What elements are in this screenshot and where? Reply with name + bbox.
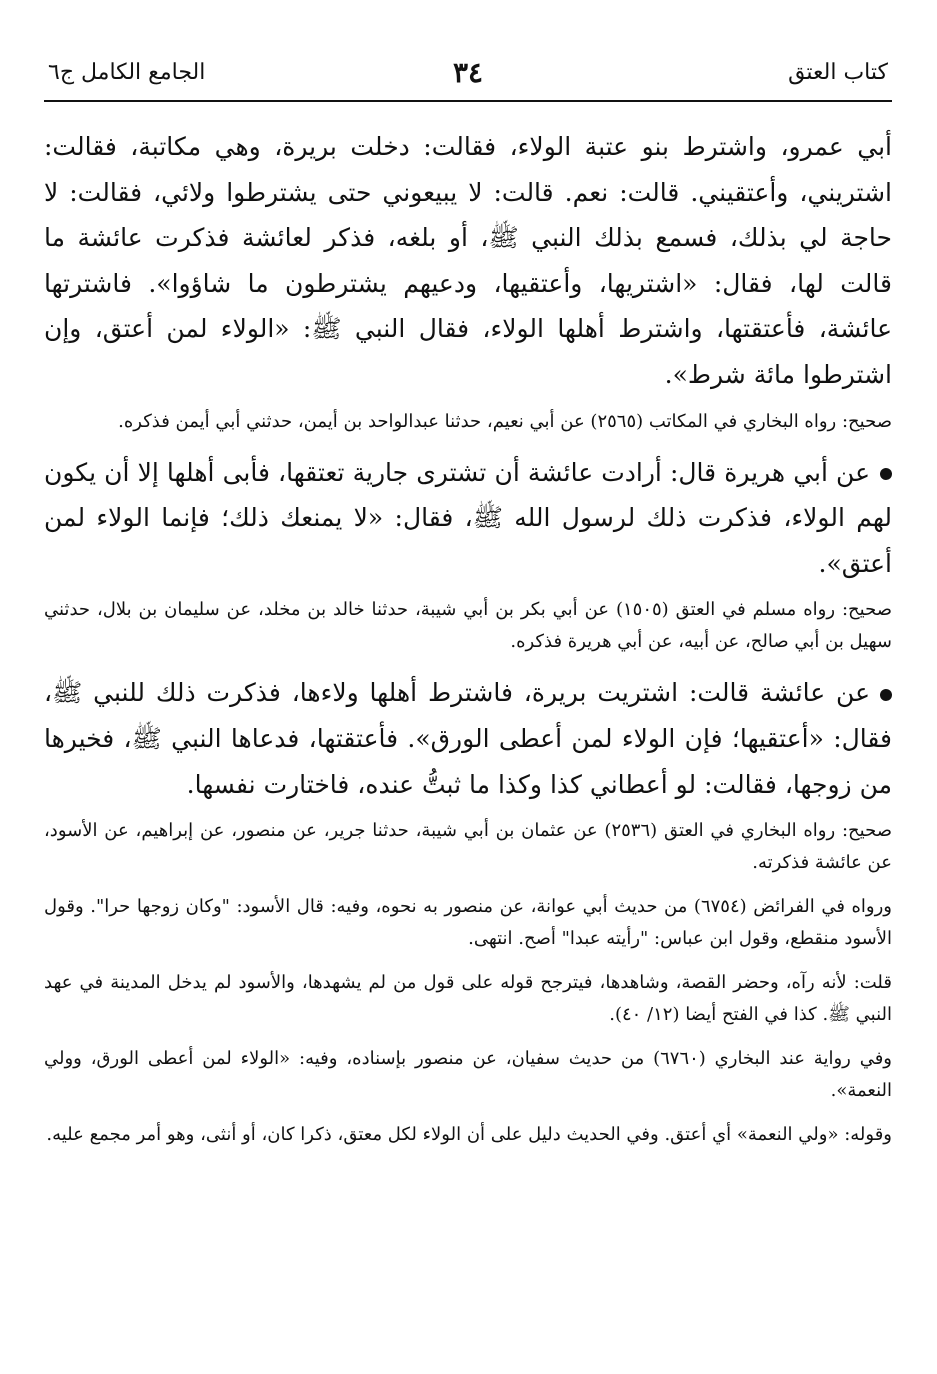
takhrij-note	[44, 406, 892, 438]
header-rule	[44, 100, 892, 102]
page-number: ٣٤	[452, 56, 484, 89]
hadith-continuation-paragraph	[44, 124, 892, 398]
commentary-note	[44, 1043, 892, 1107]
bullet-icon	[880, 689, 892, 701]
hadith-paragraph	[44, 450, 892, 587]
paragraph-text: عن أبي هريرة قال: أرادت عائشة أن تشترى جارية تعتقها، فأبى أهلها إلا أن يكون لهم الولاء، فذكرت ذلك لرسول الله ﷺ، فقال: «لا يمنعك ذلك؛ فإنما الولاء لمن أعتق».	[44, 457, 892, 578]
takhrij-note	[44, 815, 892, 879]
paragraph-text: صحيح: رواه البخاري في العتق (٢٥٣٦) عن عثمان بن أبي شيبة، حدثنا جرير، عن منصور، عن إبراهيم، عن الأسود، عن عائشة فذكرته.	[44, 820, 892, 874]
paragraph-text: وفي رواية عند البخاري (٦٧٦٠) من حديث سفيان، عن منصور بإسناده، وفيه: «الولاء لمن أعطى الورق، وولي النعمة».	[44, 1048, 892, 1102]
page-body	[44, 124, 892, 1163]
commentary-note	[44, 891, 892, 955]
paragraph-text: أبي عمرو، واشترط بنو عتبة الولاء، فقالت: دخلت بريرة، وهي مكاتبة، فقالت: اشتريني، وأعتقيني. قالت: نعم. قالت: لا يبيعوني حتى يشترطوا ولائي، فقالت: لا حاجة لي بذلك، فسمع بذلك النبي ﷺ، أو بلغه، فذكر لعائشة فذكرت عائشة ما قالت لها، فقال: «اشتريها، وأعتقيها، ودعيهم يشترطون ما شاؤوا». فاشترتها عائشة، فأعتقتها، واشترط أهلها الولاء، فقال النبي ﷺ: «الولاء لمن أعتق، وإن اشترطوا مائة شرط».	[44, 132, 892, 389]
paragraph-text: قلت: لأنه رآه، وحضر القصة، وشاهدها، فيترجح قوله على قول من لم يشهدها، والأسود لم يدخل المدينة في عهد النبي ﷺ. كذا في الفتح أيضا (١٢/ ٤٠).	[44, 972, 892, 1026]
paragraph-text: وقوله: «ولي النعمة» أي أعتق. وفي الحديث دليل على أن الولاء لكل معتق، ذكرا كان، أو أنثى، وهو أمر مجمع عليه.	[46, 1124, 892, 1146]
paragraph-text: صحيح: رواه البخاري في المكاتب (٢٥٦٥) عن أبي نعيم، حدثنا عبدالواحد بن أيمن، حدثني أبي أيمن فذكره.	[118, 410, 892, 432]
book-section-title: كتاب العتق	[788, 60, 888, 85]
commentary-note	[44, 1119, 892, 1151]
paragraph-text: صحيح: رواه مسلم في العتق (١٥٠٥) عن أبي بكر بن أبي شيبة، حدثنا خالد بن مخلد، عن سليمان بن بلال، حدثني سهيل بن أبي صالح، عن أبيه، عن أبي هريرة فذكره.	[44, 599, 892, 653]
hadith-paragraph	[44, 670, 892, 807]
paragraph-text: ورواه في الفرائض (٦٧٥٤) من حديث أبي عوانة، عن منصور به نحوه، وفيه: قال الأسود: "وكان زوجها حرا". وقول الأسود منقطع، وقول ابن عباس: "رأيته عبدا" أصح. انتهى.	[44, 896, 892, 950]
book-title: الجامع الكامل ج٦	[48, 60, 206, 85]
paragraph-text: عن عائشة قالت: اشتريت بريرة، فاشترط أهلها ولاءها، فذكرت ذلك للنبي ﷺ، فقال: «أعتقيها؛ فإن الولاء لمن أعطى الورق». فأعتقتها، فدعاها النبي ﷺ، فخيرها من زوجها، فقالت: لو أعطاني كذا وكذا ما ثبتُّ عنده، فاختارت نفسها.	[44, 678, 892, 799]
book-page	[44, 0, 892, 1374]
running-header	[44, 56, 892, 96]
commentary-note	[44, 967, 892, 1031]
takhrij-note	[44, 594, 892, 658]
bullet-icon	[880, 468, 892, 480]
